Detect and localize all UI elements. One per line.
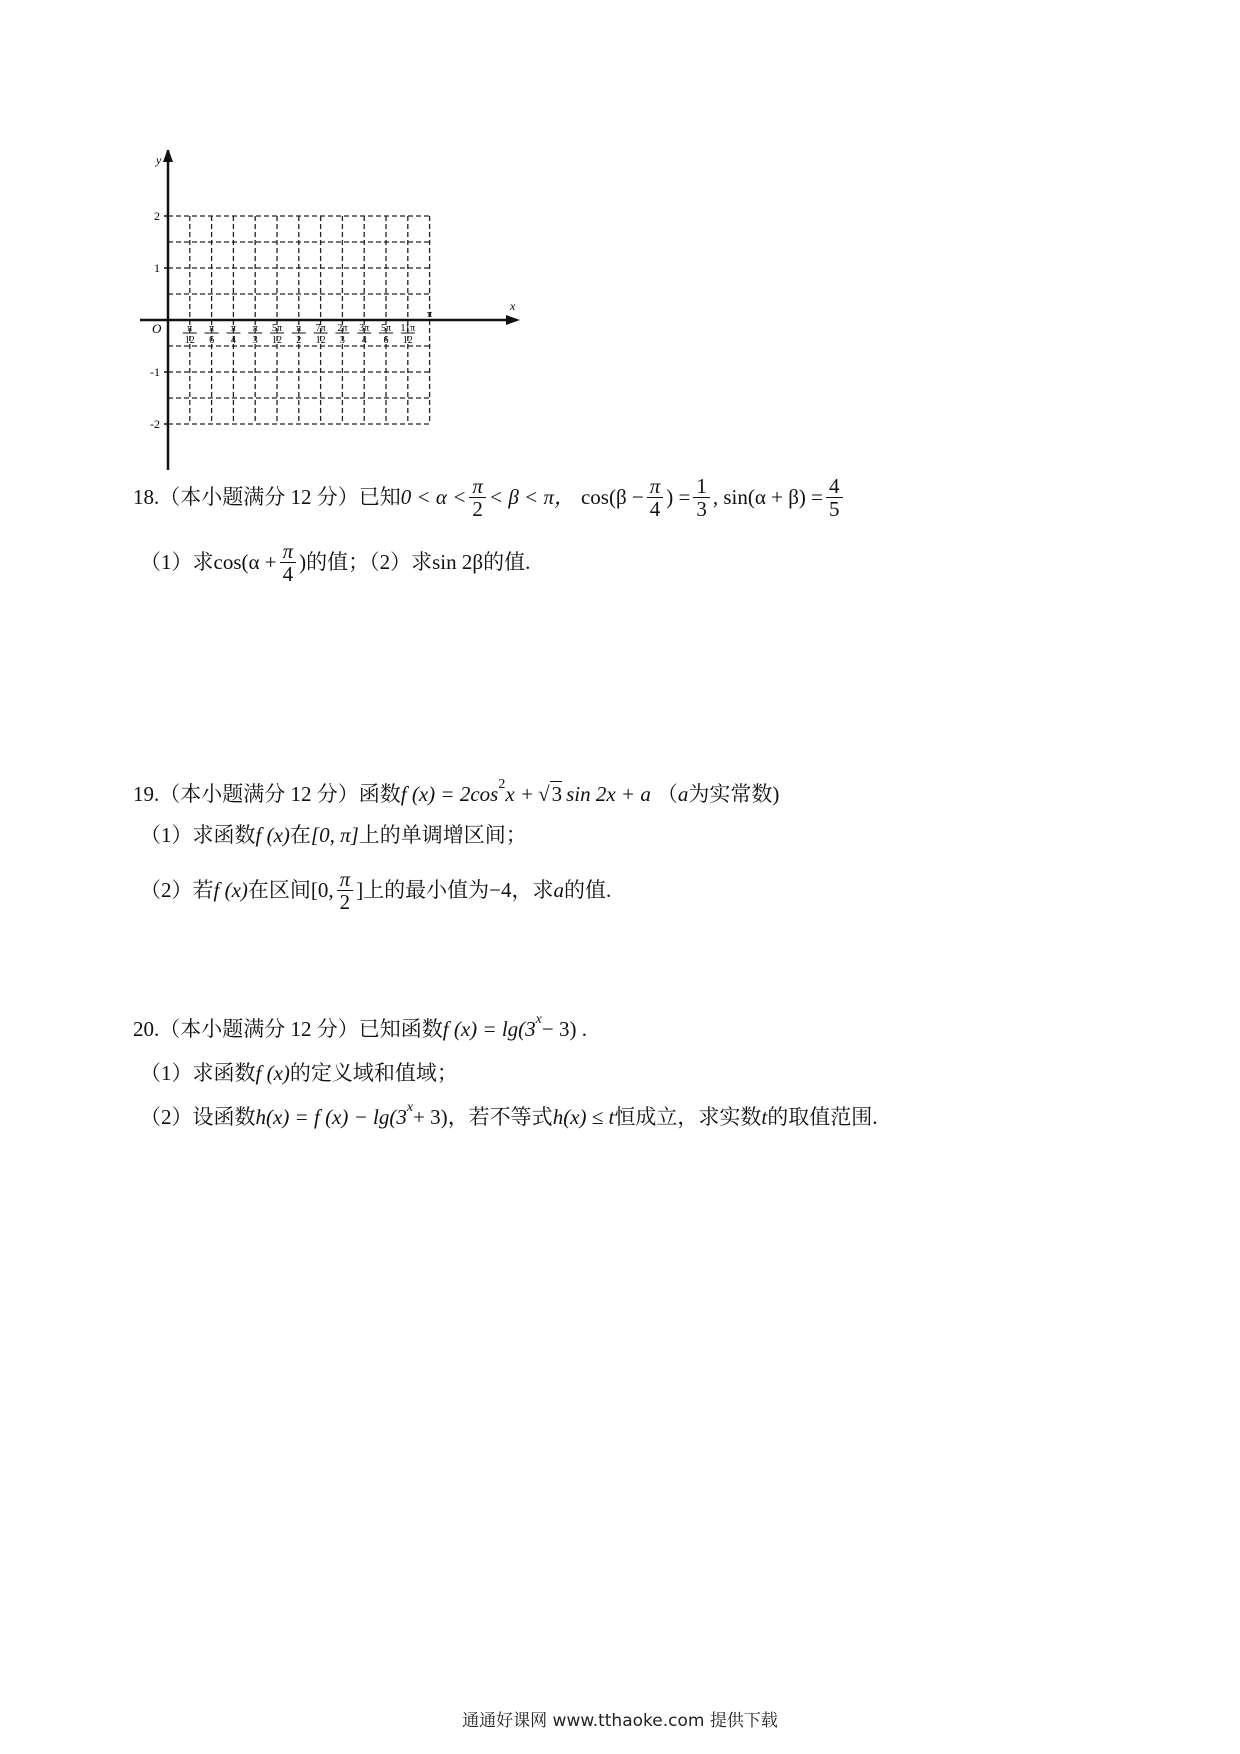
q20-stem: 20.（本小题满分 12 分）已知函数 f (x) = lg(3 x − 3) . xyxy=(133,1012,587,1041)
svg-text:4: 4 xyxy=(361,335,367,346)
svg-text:5π: 5π xyxy=(380,323,392,334)
q18-cos-expr: cos(β − xyxy=(580,484,644,509)
y-tick-label: -1 xyxy=(150,365,160,379)
q18-fraction-pi-over-2: $\frac{\pi}{2}$ xyxy=(469,475,486,520)
q18-fraction-four-fifths: $\frac{4}{5}$ xyxy=(826,475,843,520)
y-axis-arrow xyxy=(163,150,173,162)
svg-text:π: π xyxy=(209,323,215,334)
svg-text:4: 4 xyxy=(230,335,236,346)
x-axis-arrow xyxy=(506,315,520,325)
svg-text:6: 6 xyxy=(209,335,215,346)
svg-text:6: 6 xyxy=(383,335,389,346)
y-tick-label: 1 xyxy=(154,261,160,275)
y-tick-label: -2 xyxy=(150,417,160,431)
svg-text:12: 12 xyxy=(184,335,195,346)
coordinate-grid xyxy=(140,150,530,470)
svg-text:3π: 3π xyxy=(359,323,370,334)
y-tick-label: 2 xyxy=(154,209,160,223)
q19-part2: （2）若 f (x) 在区间 [0, $\frac{\pi}{2}$ ] 上的最小值为−4，求 a 的值. xyxy=(140,867,612,915)
footer-text: 通通好课网 www.tthaoke.com 提供下载 xyxy=(462,1711,778,1731)
x-tick-label xyxy=(400,323,415,346)
x-tick-label xyxy=(226,323,240,346)
x-tick-label xyxy=(248,323,262,346)
svg-text:π: π xyxy=(187,323,193,334)
x-tick-label xyxy=(292,323,306,346)
q18-stem xyxy=(133,475,846,520)
svg-text:3: 3 xyxy=(339,335,345,346)
svg-text:5π: 5π xyxy=(271,323,283,334)
origin-label: O xyxy=(152,321,162,336)
svg-text:11π: 11π xyxy=(400,323,416,334)
x-axis-label: x xyxy=(510,299,516,313)
y-axis-label: y xyxy=(156,153,162,167)
q20-part1: （1）求函数 f (x) 的定义域和值域； xyxy=(140,1061,458,1085)
svg-text:12: 12 xyxy=(315,335,326,346)
svg-text:π: π xyxy=(427,309,433,320)
q18-fraction-one-third: $\frac{1}{3}$ xyxy=(693,475,710,520)
q18-prefix: 18.（本小题满分 12 分）已知 xyxy=(133,484,401,509)
q20-part2: （2）设函数 h(x) = f (x) − lg(3 x + 3) ，若不等式 h(x) ≤ t 恒成立，求实数 t 的取值范围. xyxy=(140,1100,878,1129)
q18-condition-part1: 0 < α < xyxy=(400,484,467,509)
svg-text:2π: 2π xyxy=(337,323,348,334)
x-tick-label xyxy=(270,323,284,346)
svg-text:π: π xyxy=(296,323,302,334)
svg-text:12: 12 xyxy=(402,335,413,346)
x-tick-label xyxy=(205,323,219,346)
x-tick-label xyxy=(335,323,349,346)
q18-parts: （1）求 cos(α + $\frac{\pi}{4}$ ) 的值；（2）求 sin 2β 的值. xyxy=(140,539,531,587)
svg-text:π: π xyxy=(252,323,258,334)
q20-function: f (x) = lg(3 xyxy=(442,1017,536,1041)
svg-text:12: 12 xyxy=(272,335,282,346)
q19-stem: 19.（本小题满分 12 分）函数 f (x) = 2cos 2 x + √ 3 sin 2x + a （ a 为实常数) xyxy=(133,776,780,806)
svg-text:π: π xyxy=(230,323,236,334)
x-tick-label xyxy=(379,323,393,346)
q18-fraction-pi-over-4: $\frac{\pi}{4}$ xyxy=(647,475,664,520)
q20-prefix: 20.（本小题满分 12 分）已知函数 xyxy=(133,1017,443,1041)
q18-part2-expr: sin 2β xyxy=(432,549,484,574)
q18-condition-part2: < β < π， xyxy=(488,484,575,509)
q19-part1: （1）求函数 f (x) 在 [0, π] 上的单调增区间； xyxy=(140,823,527,847)
q19-prefix: 19.（本小题满分 12 分）函数 xyxy=(133,781,401,806)
q18-part1-expr: cos(α + xyxy=(213,549,277,574)
q18-sin-expr: , sin(α + β) = xyxy=(712,484,823,509)
q19-function-part2: sin 2x + a xyxy=(566,781,651,806)
svg-text:7π: 7π xyxy=(315,323,326,334)
q19-function-part1: f (x) = 2cos xyxy=(400,781,499,806)
x-tick-label xyxy=(183,323,197,346)
svg-text:3: 3 xyxy=(252,335,258,346)
x-tick-label xyxy=(427,309,432,320)
x-tick-label xyxy=(314,323,328,346)
q19-sqrt-3: 3 xyxy=(551,782,563,806)
svg-text:2: 2 xyxy=(296,335,302,346)
q18-equals: ) = xyxy=(666,484,691,509)
x-tick-label xyxy=(357,323,371,346)
